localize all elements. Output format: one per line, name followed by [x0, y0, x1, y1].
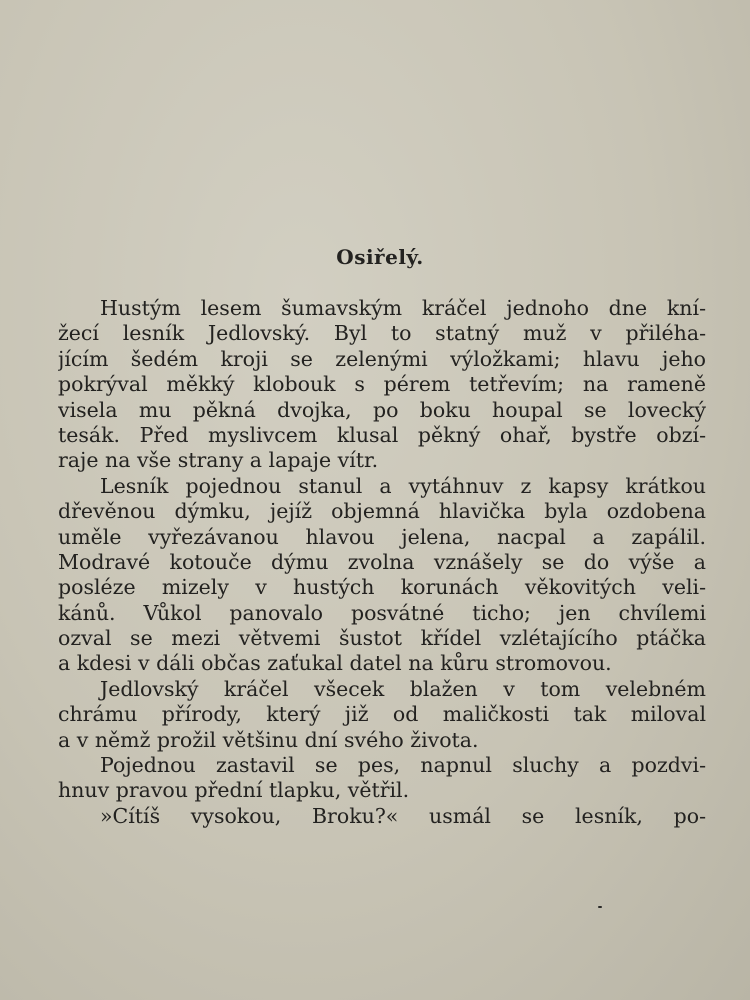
paragraph [58, 753, 706, 804]
text-line: hnuv pravou přední tlapku, větřil. [58, 778, 410, 803]
text-line: kánů. Vůkol panovalo posvátné ticho; jen chvílemi [58, 600, 706, 625]
paragraph [58, 677, 706, 753]
text-line: visela mu pěkná dvojka, po boku houpal se lovecký [58, 397, 706, 422]
text-line: raje na vše strany a lapaje vítr. [58, 448, 379, 473]
paragraph [58, 296, 706, 474]
chapter-title: Osiřelý. [336, 245, 424, 269]
text-line: žecí lesník Jedlovský. Byl to statný muž v přiléha- [58, 321, 706, 346]
text-line: Pojednou zastavil se pes, napnul sluchy a pozdvi- [100, 753, 706, 778]
text-line: »Cítíš vysokou, Broku?« usmál se lesník, po- [100, 803, 706, 828]
text-line: ozval se mezi větvemi šustot křídel vzlétajícího ptáčka [58, 626, 706, 651]
text-line: Lesník pojednou stanul a vytáhnuv z kapsy krátkou [100, 473, 706, 498]
paragraph [58, 474, 706, 677]
text-line: chrámu přírody, který již od maličkosti tak miloval [58, 702, 706, 727]
text-line: dřevěnou dýmku, jejíž objemná hlavička byla ozdobena [58, 499, 706, 524]
text-line: a v němž prožil většinu dní svého života. [58, 727, 479, 752]
text-line: tesák. Před myslivcem klusal pěkný ohař, bystře obzí- [58, 422, 706, 447]
text-line: uměle vyřezávanou hlavou jelena, nacpal a zapálil. [58, 524, 706, 549]
text-line: jícím šedém kroji se zelenými výložkami; hlavu jeho [58, 346, 706, 371]
body-text [58, 296, 706, 829]
paper-speck [598, 906, 602, 908]
text-line: pokrýval měkký klobouk s pérem tetřevím; na rameně [58, 372, 706, 397]
paragraph [58, 804, 706, 829]
text-line: Modravé kotouče dýmu zvolna vznášely se do výše a [58, 549, 706, 574]
text-line: posléze mizely v hustých korunách věkovitých veli- [58, 575, 706, 600]
text-line: Hustým lesem šumavským kráčel jednoho dne kní- [100, 296, 706, 320]
text-line: a kdesi v dáli občas zaťukal datel na kůru stromovou. [58, 651, 612, 676]
text-line: Jedlovský kráčel všecek blažen v tom velebném [100, 676, 706, 701]
